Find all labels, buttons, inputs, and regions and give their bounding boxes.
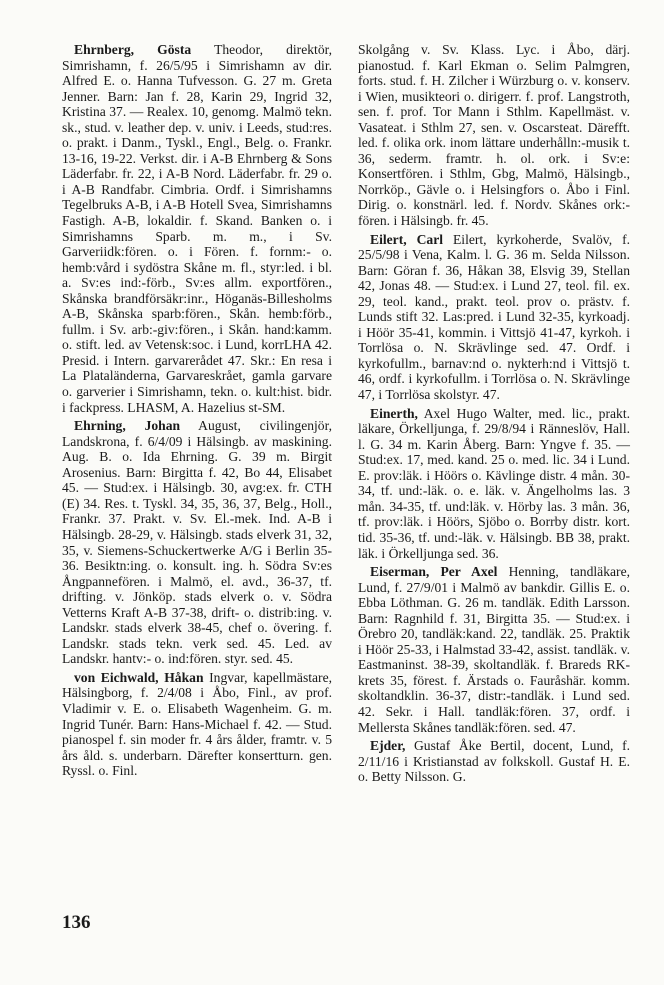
entry-einerth <box>358 406 630 561</box>
entry-text: Eilert, kyrkoherde, Svalöv, f. 25/5/98 i Vena, Kalm. l. G. 36 m. Selda Nilsson. Barn: Göran f. 36, Håkan 38, Elsvig 39, Stellan 42, Jonas 48. — Stud:ex. i Lund 27, teol. fil. ex. 29, teol. kand., prakt. teol. prov o. prästv. f. Lunds stift 32. Las:pred. i Lund 32-35, kyrkoadj. i Höör 35-41, kommin. i Vittsjö 41-47, kyrkoh. i Torrlösa o. N. Skrävlinge sed. 47. Ordf. i kyrkofullm., barnav:nd o. nykterh:nd i Vittsjö t. 46, ordf. i kyrkofullm. i Torrlösa o. N. Skrävlinge 47, i Torrlösa skolstyr. 47. <box>358 231 630 403</box>
entry-text: Theodor, direktör, Simrishamn, f. 26/5/95 i Simrishamn av dir. Alfred E. o. Hanna Tufvesson. G. 27 m. Greta Jenner. Barn: Jan f. 28, Karin 29, Ingrid 32, Kristina 37. — Realex. 10, genomg. Malmö tekn. sk., stud. v. leather dep. v. univ. i Leeds, stud:res. o. prakt. i Danm., Tyskl., Engl., Belg. o. Frankr. 13-16, 19-22. Verkst. dir. i A-B Ehrnberg & Sons Läderfabr. fr. 22, i A-B Nord. Läderfabr. fr. 29 o. i A-B Randfabr. Cimbria. Ordf. i Simrishamns Tegelbruks A-B, i A-B Hotell Svea, Simrishamns Fastigh. A-B, lokaldir. f. Skand. Banken o. i Simrishamns Sparb. m. m., i Sv. Garveriidk:fören. o. i Fören. f. fornm:- o. hemb:vård i sydöstra Skåne m. fl., styr:led. i bl. a. Sv:es ind:-förb., Sv:es allm. exportfören., Skånska brandförsäkr:inr., Höganäs-Billesholms A-B, Skånska sparb:fören., Skån. hemb:förb., fullm. i Sv. arb:-giv:fören., i Skån. hand:kamm. o. stift. led. av Vetensk:soc. i Lund, korrLHA 42. Presid. i Intern. garvarerådet 47. Skr.: En resa i La Plataländerna, Garvareskrået, gamla garvare o. garverier i Simrishamn, tekn. o. kult:hist. bidr. i fackpress. LHASM, A. Hazelius st-SM. <box>62 42 332 415</box>
entry-text: Ingvar, kapellmästare, Hälsingborg, f. 2/4/08 i Åbo, Finl., av prof. Vladimir v. E. o. Elisabeth Wagenheim. G. m. Ingrid Tunér. Barn: Hans-Michael f. 42. — Stud. pianospel f. sin moder fr. 4 års ålder, framtr. v. 5 års åld. s. underbarn. Därefter konsertturn. gen. Ryssl. o. Finl. <box>62 669 333 779</box>
entry-ejder <box>358 738 630 785</box>
entry-headword: Einerth, <box>370 405 418 421</box>
entry-headword: Ehrnberg, Gösta <box>74 42 192 57</box>
entry-headword: Eiserman, Per Axel <box>370 564 498 580</box>
entry-text: Henning, tandläkare, Lund, f. 27/9/01 i Malmö av bankdir. Gillis E. o. Ebba Löthman. G. 26 m. tandläk. Edith Larsson. Barn: Ragnhild f. 31, Birgitta 35. — Stud:ex. i Örebro 20, tandläk:kand. 22, tandläk. 25. Praktik i Höör 25-33, i Halmstad 33-42, assist. tandläk. v. Eastmaninst. 38-39, skoltandläk. f. Brareds RK-krets 35, förest. f. Ärstads o. Fauråshär. komm. skoltandklin. 36-37, distr:-tandläk. i Lund sed. 42. Sekr. i Hall. tandläk:fören. 37, ordf. i Mellersta Skånes tandläk:fören. sed. 47. <box>358 564 630 735</box>
entry-text: Skolgång v. Sv. Klass. Lyc. i Åbo, därj. pianostud. f. Karl Ekman o. Selim Palmgren, forts. stud. f. H. Zilcher i Würzburg o. v. konserv. i Wien, musikteori o. dirigerr. f. prof. Langstroth, sen. f. prof. Tor Mann i Sthlm. Kapellmäst. v. Vasateat. i Sthlm 27, sen. v. Oscarsteat. Därefft. led. f. olika ork. inom lättare underhålln:-musik t. 36, sederm. framtr. h. ol. ork. i Sv:e: Konsertfören. i Sthlm, Gbg, Malmö, Hälsingb., Norrköp., Gävle o. i Helsingfors o. Åbo i Finl. Dirig. o. konstnärl. led. f. Nordv. Skånes ork:-fören. i Hälsingb. fr. 45. <box>358 42 630 229</box>
entry-ehrning <box>62 418 332 667</box>
entry-headword: von Eichwald, Håkan <box>74 669 204 685</box>
entry-text: Axel Hugo Walter, med. lic., prakt. läkare, Örkelljunga, f. 29/8/94 i Rännеslöv, Hall. l. G. 34 m. Karin Åberg. Barn: Yngve f. 35. — Stud:ex. 17, med. kand. 25 o. med. lic. 34 i Lund. E. prov:läk. i Höörs o. Kävlinge distr. 4 mån. 30-34, tf. und:-läk. o. e. läk. v. Ängelholms las. 3 mån. 34-35, tf. und:läk. v. Hörby las. 3 mån. 36, tf. prov:läk. i Höörs, Sjöbo o. Borrby distr. kort. tid. 35-36, tf. und:-läk. v. Hälsingb. BB 38, prakt. läk. i Örkelljunga sed. 36. <box>358 405 630 561</box>
entry-text: August, civilingenjör, Landskrona, f. 6/4/09 i Hälsingb. av maskining. Aug. B. o. Ida Ehrning. G. 39 m. Birgit Arosenius. Barn: Birgitta f. 42, Bo 44, Elisabet 45. — Stud:ex. i Hälsingb. 30, avg:ex. fr. CTH (E) 34. Res. t. Tyskl. 34, 35, 36, 37, Belg., Holl., Frankr. 37. Prakt. v. Sv. El.-mek. Ind. A-B i Hälsingb. 28-29, v. Hälsingb. stads elverk 31, 32, 35, v. Siemens-Schuckertwerke A/G i Berlin 35-36. Besiktn:ing. o. konsult. ing. h. Södra Sv:es Ångpannefören. i Malmö, el. avd., 36-37, tf. drifting. v. Jönköp. stads elverk o. v. Södra Vetterns Kraft A-B 37-38, drift- o. distrib:ing. v. Landskr. stads elverk 38-45, chef o. övering. f. Landskr. stads tekn. verk sed. 45. Led. av Landskr. hantv:- o. ind:fören. styr. sed. 45. <box>62 418 332 667</box>
entry-von-eichwald <box>62 670 332 779</box>
entry-headword: Ehrning, Johan <box>74 418 181 434</box>
right-column <box>358 42 630 785</box>
entry-text: Gustaf Åke Bertil, docent, Lund, f. 2/11/16 i Kristianstad av folkskoll. Gustaf H. E. o. Betty Nilsson. G. <box>358 738 630 785</box>
entry-headword: Eilert, Carl <box>370 231 444 247</box>
page-number: 136 <box>62 912 91 933</box>
entry-ehrnberg <box>62 42 332 415</box>
entry-headword: Ejder, <box>370 738 406 754</box>
entry-eiserman <box>358 564 630 735</box>
entry-eilert <box>358 232 630 403</box>
entry-von-eichwald-continued <box>358 42 630 229</box>
left-column <box>62 42 332 779</box>
